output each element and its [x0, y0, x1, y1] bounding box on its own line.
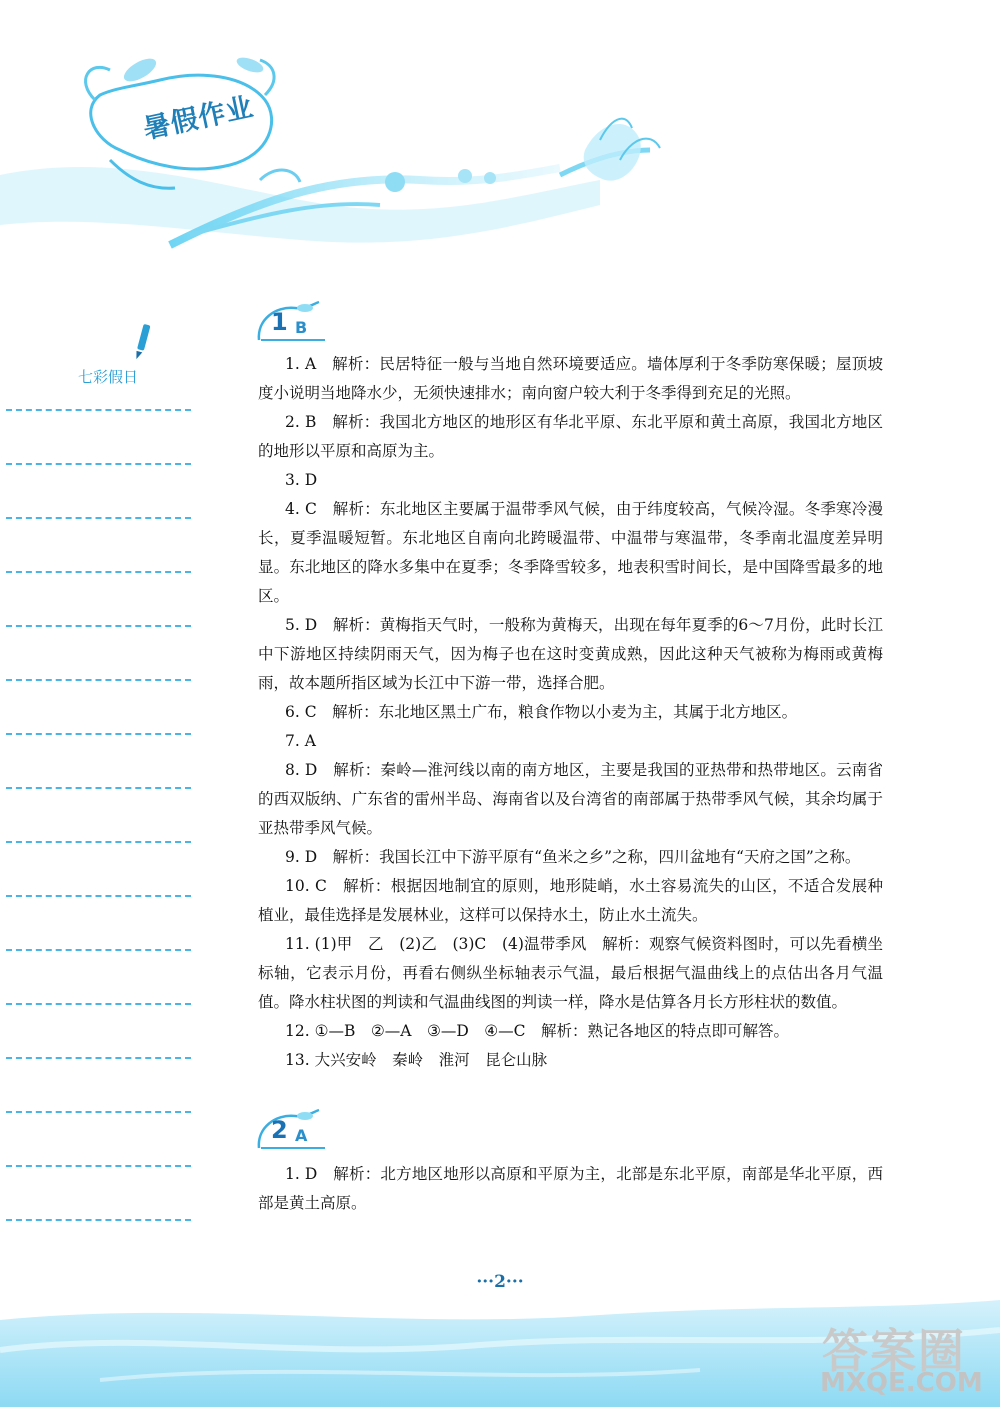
header-title: 暑假作业	[140, 91, 257, 146]
note-line	[6, 571, 191, 625]
note-line	[6, 787, 191, 841]
section-1-answers	[258, 350, 883, 1075]
answer-item: 11. (1)甲 乙 (2)乙 (3)C (4)温带季风 解析：观察气候资料图时，可以先看横坐标轴，它表示月份，再看右侧纵坐标轴表示气温，最后根据气温曲线上的点估出各月气温值。降水柱状图的判读和气温曲线图的判读一样，降水是估算各月长方形柱状的数值。	[258, 935, 883, 1011]
answer-item: 1. D 解析：北方地区地形以高原和平原为主，北部是东北平原，南部是华北平原，西部是黄土高原。	[258, 1165, 883, 1212]
section-2-answers	[258, 1160, 883, 1218]
note-line	[6, 517, 191, 571]
watermark-logo: 答案圈	[822, 1324, 966, 1378]
answer-item: 3. D	[285, 471, 318, 489]
watermark-url: MXQE.COM	[820, 1368, 983, 1398]
note-line	[6, 463, 191, 517]
answer-item: 5. D 解析：黄梅指天气时，一般称为黄梅天，出现在每年夏季的6～7月份，此时长江中下游地区持续阴雨天气，因为梅子也在这时变黄成熟，因此这种天气被称为梅雨或黄梅雨，故本题所指区域为长江中下游一带，选择合肥。	[258, 616, 883, 692]
section-letter: A	[295, 1126, 308, 1145]
note-line	[6, 1165, 191, 1219]
sidebar-label: 七彩假日	[78, 368, 139, 386]
section-number: 1	[271, 308, 288, 336]
note-line	[6, 1219, 191, 1273]
answer-item: 13. 大兴安岭 秦岭 淮河 昆仑山脉	[285, 1051, 548, 1069]
answer-item: 8. D 解析：秦岭—淮河线以南的南方地区，主要是我国的亚热带和热带地区。云南省的西双版纳、广东省的雷州半岛、海南省以及台湾省的南部属于热带季风气候，其余均属于亚热带季风气候。	[258, 761, 883, 837]
answer-item: 1. A 解析：民居特征一般与当地自然环境要适应。墙体厚利于冬季防寒保暖；屋顶坡度小说明当地降水少，无须快速排水；南向窗户较大利于冬季得到充足的光照。	[258, 355, 883, 402]
note-line	[6, 625, 191, 679]
page-number: ···2···	[476, 1272, 524, 1292]
answer-item: 6. C 解析：东北地区黑土广布，粮食作物以小麦为主，其属于北方地区。	[285, 703, 798, 721]
answer-item: 12. ①—B ②—A ③—D ④—C 解析：熟记各地区的特点即可解答。	[285, 1022, 790, 1040]
note-line	[6, 1111, 191, 1165]
answer-item: 9. D 解析：我国长江中下游平原有“鱼米之乡”之称，四川盆地有“天府之国”之称。	[285, 848, 861, 866]
section-letter: B	[295, 318, 308, 337]
pen-icon	[130, 322, 154, 362]
note-line	[6, 1003, 191, 1057]
answer-item: 10. C 解析：根据因地制宜的原则，地形陡峭，水土容易流失的山区，不适合发展种植业，最佳选择是发展林业，这样可以保持水土，防止水土流失。	[258, 877, 883, 924]
answer-item: 2. B 解析：我国北方地区的地形区有华北平原、东北平原和黄土高原，我国北方地区的地形以平原和高原为主。	[258, 413, 883, 460]
section-badge-2	[255, 1108, 335, 1152]
answer-item: 7. A	[285, 732, 316, 750]
note-line	[6, 841, 191, 895]
note-line	[6, 895, 191, 949]
section-number: 2	[271, 1116, 288, 1144]
note-line	[6, 409, 191, 463]
section-badge-1	[255, 300, 335, 344]
note-line	[6, 1057, 191, 1111]
note-line	[6, 949, 191, 1003]
answer-item: 4. C 解析：东北地区主要属于温带季风气候，由于纬度较高，气候冷湿。冬季寒冷漫长，夏季温暖短暂。东北地区自南向北跨暖温带、中温带与寒温带，冬季南北温度差异明显。东北地区的降水多集中在夏季；冬季降雪较多，地表积雪时间长，是中国降雪最多的地区。	[258, 500, 883, 605]
note-line	[6, 733, 191, 787]
sidebar-note-lines	[6, 409, 191, 1273]
note-line	[6, 679, 191, 733]
